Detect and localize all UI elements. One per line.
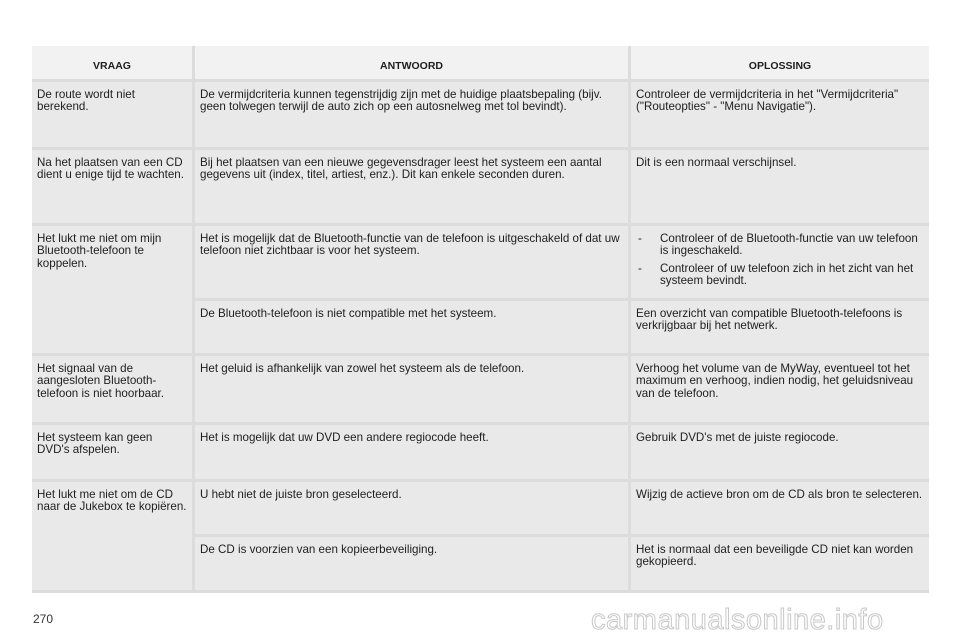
solution-cell: Controleer de vermijdcriteria in het "Vermijdcriteria" ("Routeopties" - "Menu Navigatie").: [631, 82, 929, 147]
answer-cell: Het is mogelijk dat de Bluetooth-functie van de telefoon is uitgeschakeld of dat uw telefoon niet zichtbaar is voor het systeem.: [195, 226, 628, 298]
question-cell: Na het plaatsen van een CD dient u enige tijd te wachten.: [32, 150, 192, 223]
question-cell: Het lukt me niet om de CD naar de Jukebox te kopiëren.: [32, 482, 192, 590]
question-cell: Het systeem kan geen DVD's afspelen.: [32, 425, 192, 479]
solution-bullet: - Controleer of de Bluetooth-functie van uw telefoon is ingeschakeld.: [636, 233, 924, 258]
answer-cell: Bij het plaatsen van een nieuwe gegevensdrager leest het systeem een aantal gegevens uit (index, titel, artiest, enz.). Dit kan enkele seconden duren.: [195, 150, 628, 223]
answer-cell: Het is mogelijk dat uw DVD een andere regiocode heeft.: [195, 425, 628, 479]
header-question: VRAAG: [32, 46, 192, 79]
answer-cell: De CD is voorzien van een kopieerbeveiliging.: [195, 537, 628, 590]
header-solution: OPLOSSING: [631, 46, 929, 79]
solution-cell: [631, 226, 929, 298]
solution-cell: Wijzig de actieve bron om de CD als bron te selecteren.: [631, 482, 929, 534]
answer-cell: De Bluetooth-telefoon is niet compatible met het systeem.: [195, 301, 628, 353]
header-answer: ANTWOORD: [195, 46, 628, 79]
answer-cell: U hebt niet de juiste bron geselecteerd.: [195, 482, 628, 534]
solution-bullet: - Controleer of uw telefoon zich in het zicht van het systeem bevindt.: [636, 263, 924, 288]
answer-cell: Het geluid is afhankelijk van zowel het systeem als de telefoon.: [195, 356, 628, 422]
question-cell: De route wordt niet berekend.: [32, 82, 192, 147]
solution-bullet-list: [636, 233, 924, 288]
question-cell: Het lukt me niet om mijn Bluetooth-telefoon te koppelen.: [32, 226, 192, 353]
solution-cell: Gebruik DVD's met de juiste regiocode.: [631, 425, 929, 479]
solution-cell: Het is normaal dat een beveiligde CD niet kan worden gekopieerd.: [631, 537, 929, 590]
solution-cell: Een overzicht van compatible Bluetooth-telefoons is verkrijgbaar bij het netwerk.: [631, 301, 929, 353]
answer-cell: De vermijdcriteria kunnen tegenstrijdig zijn met de huidige plaatsbepaling (bijv. geen tolwegen terwijl de auto zich op een autosnelweg met tol bevindt).: [195, 82, 628, 147]
solution-cell: Dit is een normaal verschijnsel.: [631, 150, 929, 223]
question-cell: Het signaal van de aangesloten Bluetooth-telefoon is niet hoorbaar.: [32, 356, 192, 422]
watermark: carmanualsonline.info: [591, 604, 884, 636]
solution-cell: Verhoog het volume van de MyWay, eventueel tot het maximum en verhoog, indien nodig, het geluidsniveau van de telefoon.: [631, 356, 929, 422]
page-number: 270: [33, 612, 54, 626]
troubleshooting-table: [32, 46, 929, 593]
